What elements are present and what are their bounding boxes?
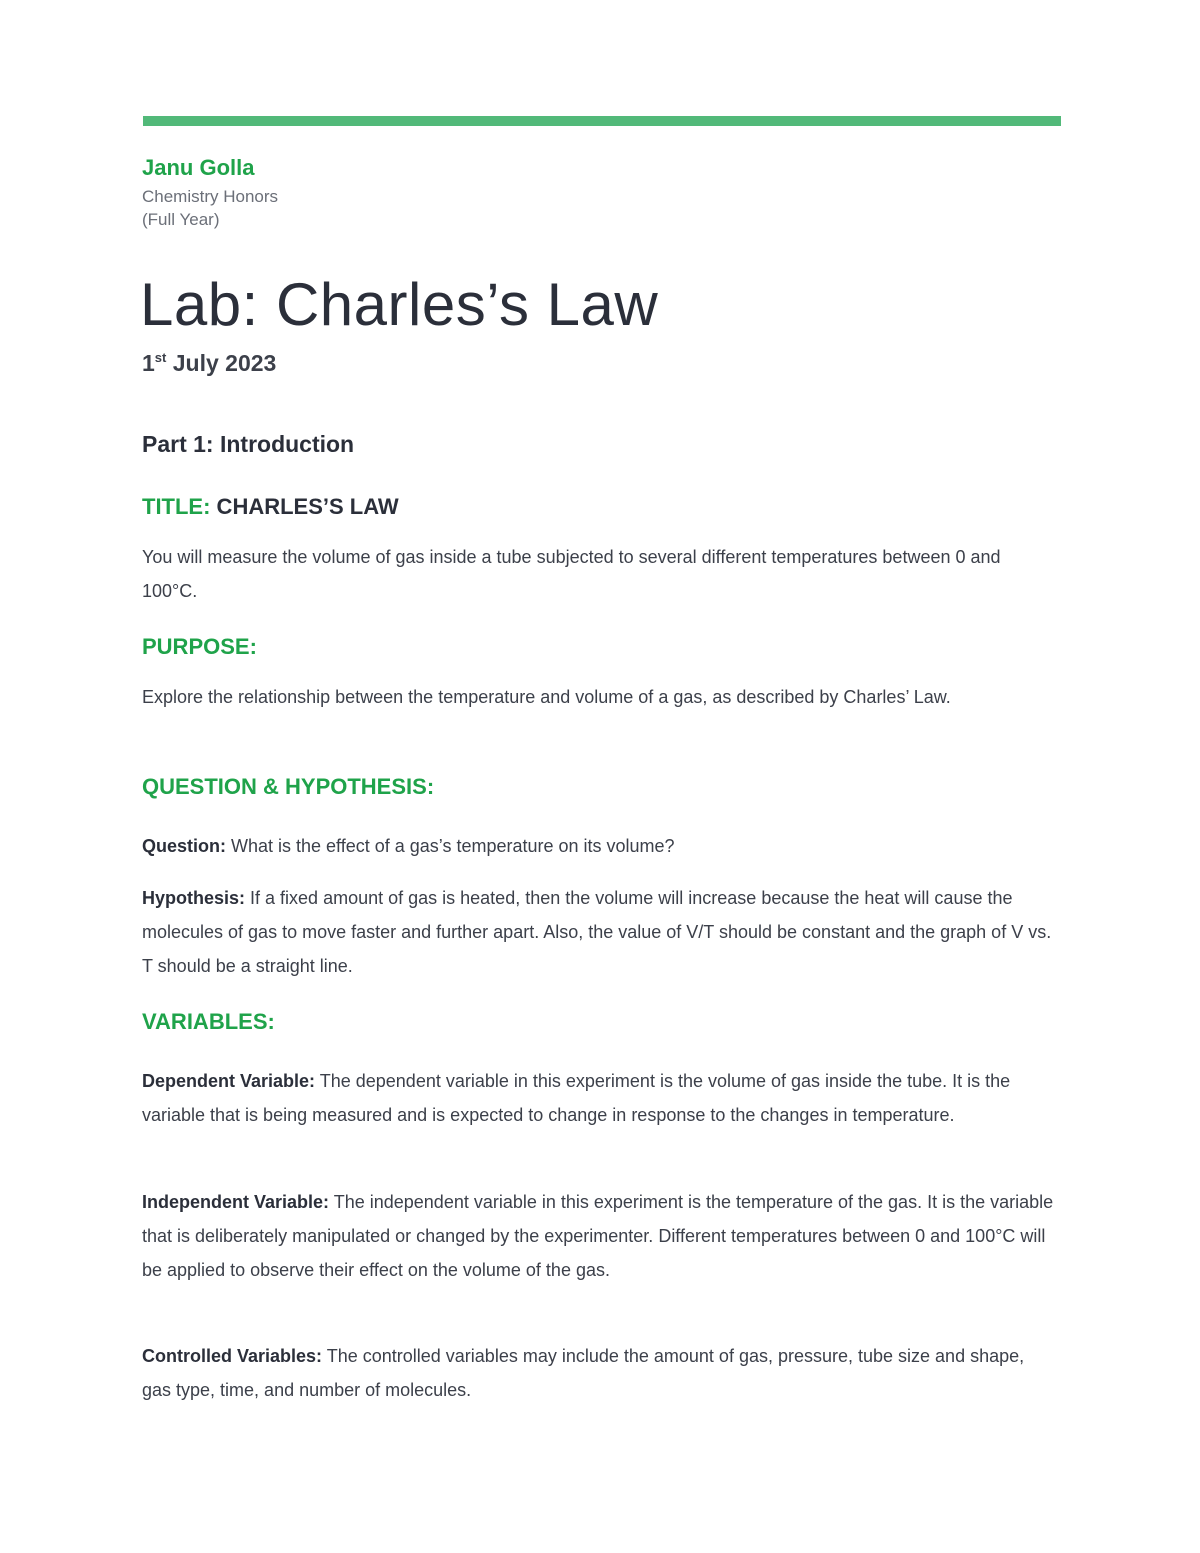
title-paragraph: You will measure the volume of gas inside a tube subjected to several different temperatures between 0 and 100°C. — [142, 547, 1001, 601]
independent-text: The independent variable in this experiment is the temperature of the gas. It is the variable that is deliberately manipulated or changed by the experimenter. Different temperatures between 0 and 100°C will be applied to observe their effect on the volume of the gas. — [142, 1192, 1054, 1280]
title-value: CHARLES’S LAW — [210, 494, 399, 519]
course-name: Chemistry Honors — [142, 187, 279, 206]
independent-term: Independent Variable: — [142, 1192, 330, 1212]
part-heading: Part 1: Introduction — [142, 431, 355, 457]
date-suffix: st — [154, 350, 167, 365]
dependent-term: Dependent Variable: — [142, 1071, 316, 1091]
question-hypothesis-heading: QUESTION & HYPOTHESIS: — [142, 774, 435, 799]
title-label: TITLE: — [142, 494, 211, 519]
purpose-heading: PURPOSE: — [142, 634, 257, 659]
controlled-term: Controlled Variables: — [142, 1346, 323, 1366]
variables-heading: VARIABLES: — [142, 1009, 275, 1034]
question-paragraph — [142, 829, 1057, 863]
accent-bar — [143, 116, 1061, 126]
purpose-paragraph: Explore the relationship between the temperature and volume of a gas, as described by Charles’ Law. — [142, 687, 951, 707]
hypothesis-term: Hypothesis: — [142, 888, 246, 908]
question-term: Question: — [142, 836, 226, 856]
date-day: 1 — [142, 350, 155, 376]
controlled-text: The controlled variables may include the amount of gas, pressure, tube size and shape, gas type, time, and number of molecules. — [142, 1346, 1025, 1400]
independent-variable-paragraph — [142, 1185, 1057, 1287]
hypothesis-text: If a fixed amount of gas is heated, then the volume will increase because the heat will cause the molecules of gas to move faster and further apart. Also, the value of V/T should be constant and the graph of V vs. T should be a straight line. — [142, 888, 1052, 976]
title-section-heading — [142, 494, 399, 520]
controlled-variables-paragraph — [142, 1339, 1057, 1407]
document-date — [142, 350, 276, 377]
author-name: Janu Golla — [142, 155, 255, 180]
question-text: What is the effect of a gas’s temperature on its volume? — [226, 836, 675, 856]
dependent-text: The dependent variable in this experiment is the volume of gas inside the tube. It is the variable that is being measured and is expected to change in response to the changes in temperature. — [142, 1071, 1011, 1125]
hypothesis-paragraph — [142, 881, 1057, 983]
dependent-variable-paragraph — [142, 1064, 1057, 1132]
date-rest: July 2023 — [166, 350, 277, 376]
document-title: Lab: Charles’s Law — [140, 271, 659, 338]
course-term: (Full Year) — [142, 210, 220, 229]
